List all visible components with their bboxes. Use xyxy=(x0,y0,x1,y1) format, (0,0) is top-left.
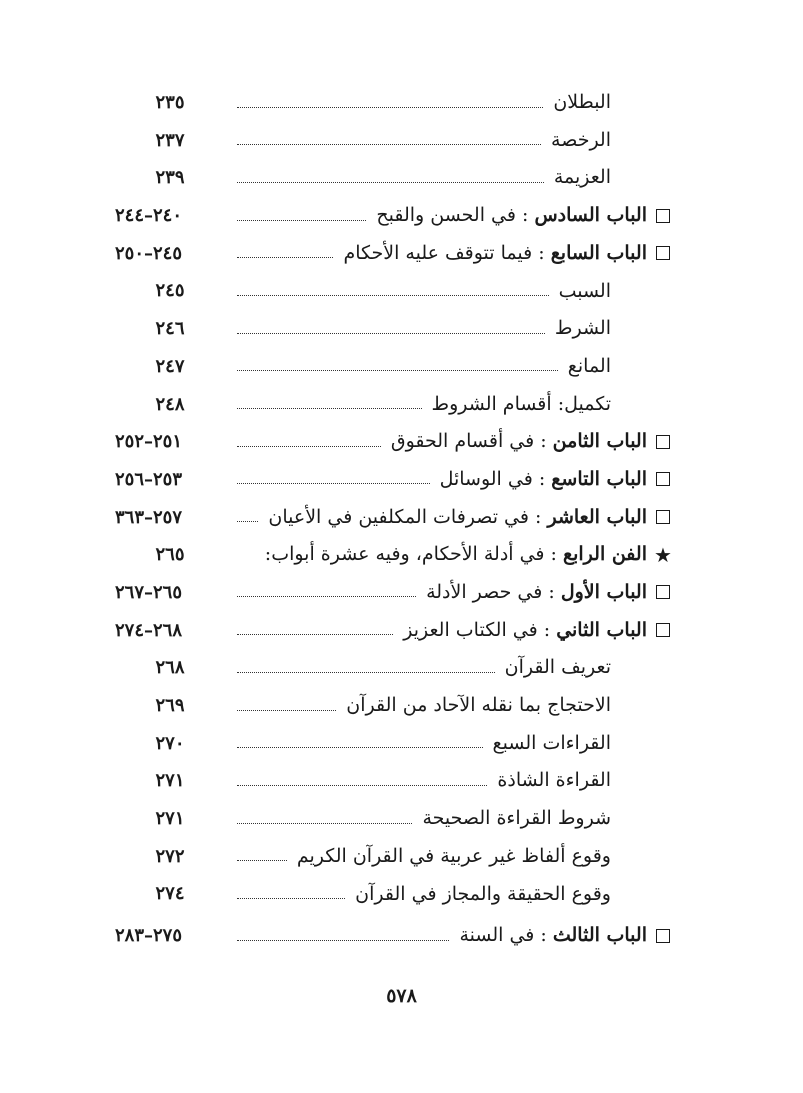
dot-leader xyxy=(237,219,366,221)
dot-leader xyxy=(237,520,258,522)
toc-chapter-entry xyxy=(115,461,675,499)
toc-chapter-entry xyxy=(115,612,675,650)
entry-text: : في السنة xyxy=(459,924,553,947)
table-of-contents xyxy=(115,84,675,955)
checkbox-icon xyxy=(651,510,675,524)
page-reference: ٢٥٧–٣٦٣ xyxy=(115,506,183,528)
dot-leader xyxy=(237,445,381,447)
entry-text: العزيمة xyxy=(553,166,611,189)
checkbox-icon-box xyxy=(656,472,670,486)
toc-row-inner xyxy=(115,423,675,460)
toc-subentry xyxy=(115,310,675,348)
entry-title xyxy=(412,807,615,830)
entry-title xyxy=(541,129,615,152)
page-reference: ٢٣٥ xyxy=(155,92,185,113)
entry-heading: الفن الرابع xyxy=(563,543,647,566)
toc-chapter-entry xyxy=(115,423,675,461)
dot-leader xyxy=(237,369,558,371)
dot-leader xyxy=(237,106,543,108)
dot-leader xyxy=(237,939,449,941)
entry-text: : في تصرفات المكلفين في الأعيان xyxy=(268,505,548,528)
toc-subentry xyxy=(115,649,675,687)
page-reference: ٢٤٥ xyxy=(155,280,185,302)
toc-row-inner xyxy=(115,875,675,912)
toc-subentry xyxy=(115,348,675,386)
toc-subentry xyxy=(115,122,675,160)
toc-part-entry xyxy=(115,536,675,574)
page-reference: ٢٧١ xyxy=(155,808,185,830)
toc-row-inner xyxy=(115,762,675,799)
entry-title xyxy=(416,581,651,604)
page-reference: ٢٥١–٢٥٢ xyxy=(115,431,183,453)
checkbox-icon xyxy=(651,435,675,449)
page-reference: ٢٧٠ xyxy=(155,732,185,754)
entry-title xyxy=(333,242,651,265)
entry-title xyxy=(543,91,615,114)
toc-row-inner xyxy=(115,612,675,649)
entry-text: وقوع الحقيقة والمجاز في القرآن xyxy=(355,882,611,905)
dot-leader xyxy=(237,294,549,296)
toc-subentry xyxy=(115,687,675,725)
dot-leader xyxy=(237,332,545,334)
dot-leader xyxy=(237,746,483,748)
checkbox-icon-box xyxy=(656,246,670,260)
entry-title xyxy=(487,769,615,792)
toc-chapter-entry xyxy=(115,235,675,273)
page-reference: ٢٦٥ xyxy=(155,544,185,566)
entry-heading: الباب التاسع xyxy=(551,467,647,490)
entry-heading: الباب الثاني xyxy=(556,618,647,641)
entry-title xyxy=(258,506,651,529)
toc-row-inner xyxy=(115,725,675,762)
dot-leader xyxy=(237,671,495,673)
entry-heading: الباب الأول xyxy=(560,581,647,604)
checkbox-icon-box xyxy=(656,209,670,223)
entry-text: الشرط xyxy=(554,317,611,340)
page-reference: ٢٧٥–٢٨٣ xyxy=(115,925,183,947)
page-reference: ٢٦٨ xyxy=(155,657,185,679)
entry-text: : في أقسام الحقوق xyxy=(390,430,553,453)
page-reference: ٢٤٦ xyxy=(155,318,185,340)
entry-text: الرخصة xyxy=(551,128,611,151)
entry-text: القراءة الشاذة xyxy=(497,769,611,792)
page-reference: ٢٦٩ xyxy=(155,695,185,716)
star-icon-glyph: ★ xyxy=(654,542,672,567)
toc-chapter-entry xyxy=(115,574,675,612)
checkbox-icon xyxy=(651,623,675,637)
toc-subentry xyxy=(115,762,675,800)
toc-row-inner xyxy=(115,687,675,724)
entry-text: شروط القراءة الصحيحة xyxy=(422,807,611,830)
dot-leader xyxy=(237,482,430,484)
dot-leader xyxy=(237,822,412,824)
entry-text: : في الحسن والقبح xyxy=(376,204,535,227)
toc-row-inner xyxy=(115,122,675,159)
entry-heading: الباب العاشر xyxy=(547,505,647,528)
page-reference: ٢٣٧ xyxy=(155,129,185,151)
entry-text: القراءات السبع xyxy=(492,731,611,754)
entry-title xyxy=(549,280,615,303)
entry-title xyxy=(393,619,651,642)
entry-title xyxy=(381,430,651,453)
toc-chapter-entry xyxy=(115,499,675,537)
entry-title xyxy=(422,393,615,416)
checkbox-icon xyxy=(651,209,675,223)
entry-title xyxy=(544,166,615,189)
checkbox-icon-box xyxy=(656,929,670,943)
entry-text: السبب xyxy=(558,279,611,302)
entry-title xyxy=(336,694,615,717)
toc-chapter-entry xyxy=(115,917,675,955)
entry-title xyxy=(255,543,651,566)
toc-chapter-entry xyxy=(115,197,675,235)
page-reference: ٢٧٤ xyxy=(155,883,185,905)
entry-text: وقوع ألفاظ غير عربية في القرآن الكريم xyxy=(296,844,611,867)
toc-row-inner xyxy=(115,159,675,196)
page-reference: ٢٦٥–٢٦٧ xyxy=(115,581,183,603)
page-reference: ٢٥٣–٢٥٦ xyxy=(115,468,183,490)
toc-row-inner xyxy=(115,499,675,536)
dot-leader xyxy=(237,709,336,711)
dot-leader xyxy=(237,256,333,258)
entry-heading: الباب الثالث xyxy=(552,924,647,947)
toc-row-inner xyxy=(115,838,675,875)
entry-text: البطلان xyxy=(553,91,611,114)
toc-row-inner xyxy=(115,536,675,573)
entry-title xyxy=(366,204,651,227)
entry-title xyxy=(558,355,615,378)
toc-subentry xyxy=(115,725,675,763)
entry-text: : فيما تتوقف عليه الأحكام xyxy=(343,241,551,264)
page-reference: ٢٤٨ xyxy=(155,393,185,415)
page-reference: ٢٧١ xyxy=(155,770,185,792)
dot-leader xyxy=(237,859,287,861)
toc-row-inner xyxy=(115,272,675,309)
page-reference: ٢٤٧ xyxy=(155,355,185,377)
entry-title xyxy=(449,924,651,947)
dot-leader xyxy=(237,633,393,635)
checkbox-icon xyxy=(651,585,675,599)
toc-row-inner xyxy=(115,310,675,347)
toc-subentry xyxy=(115,84,675,122)
toc-subentry xyxy=(115,800,675,838)
entry-text: : في أدلة الأحكام، وفيه عشرة أبواب: xyxy=(264,543,563,566)
toc-row-inner xyxy=(115,917,675,954)
entry-text: الاحتجاج بما نقله الآحاد من القرآن xyxy=(346,694,611,717)
checkbox-icon-box xyxy=(656,623,670,637)
toc-row-inner xyxy=(115,386,675,423)
entry-text: : في الوسائل xyxy=(439,467,552,490)
page-reference: ٢٤٥–٢٥٠ xyxy=(115,242,183,264)
page-reference: ٢٤٠–٢٤٤ xyxy=(115,205,183,227)
dot-leader xyxy=(237,407,422,409)
checkbox-icon-box xyxy=(656,510,670,524)
toc-row-inner xyxy=(115,197,675,234)
toc-row-inner xyxy=(115,235,675,272)
toc-subentry xyxy=(115,159,675,197)
entry-title xyxy=(483,732,615,755)
page-reference: ٢٣٩ xyxy=(155,167,185,189)
toc-row-inner xyxy=(115,649,675,686)
toc-row-inner xyxy=(115,84,675,121)
entry-text: : في حصر الأدلة xyxy=(426,581,561,604)
entry-text: : في الكتاب العزيز xyxy=(403,618,557,641)
toc-row-inner xyxy=(115,574,675,611)
entry-title xyxy=(287,845,615,868)
page-number: ٥٧٨ xyxy=(386,985,417,1007)
checkbox-icon-box xyxy=(656,585,670,599)
dot-leader xyxy=(237,181,544,183)
entry-title xyxy=(495,656,615,679)
entry-text: تعريف القرآن xyxy=(504,656,611,679)
checkbox-icon-box xyxy=(656,435,670,449)
entry-title xyxy=(430,468,651,491)
checkbox-icon xyxy=(651,472,675,486)
toc-row-inner xyxy=(115,461,675,498)
toc-row-inner xyxy=(115,800,675,837)
dot-leader xyxy=(237,595,416,597)
page-reference: ٢٧٢ xyxy=(155,845,185,867)
toc-subentry xyxy=(115,272,675,310)
toc-subentry xyxy=(115,875,675,913)
entry-title xyxy=(345,883,615,906)
entry-text: المانع xyxy=(567,354,611,377)
star-icon xyxy=(651,542,675,567)
toc-subentry xyxy=(115,386,675,424)
dot-leader xyxy=(237,784,487,786)
entry-title xyxy=(545,317,615,340)
entry-heading: الباب الثامن xyxy=(552,430,647,453)
toc-subentry xyxy=(115,838,675,876)
toc-row-inner xyxy=(115,348,675,385)
page-reference: ٢٦٨–٢٧٤ xyxy=(115,619,183,641)
checkbox-icon xyxy=(651,929,675,943)
dot-leader xyxy=(237,143,541,145)
entry-heading: الباب السادس xyxy=(534,204,647,227)
entry-text: تكميل: أقسام الشروط xyxy=(431,392,611,415)
dot-leader xyxy=(237,897,345,899)
entry-heading: الباب السابع xyxy=(550,241,647,264)
checkbox-icon xyxy=(651,246,675,260)
